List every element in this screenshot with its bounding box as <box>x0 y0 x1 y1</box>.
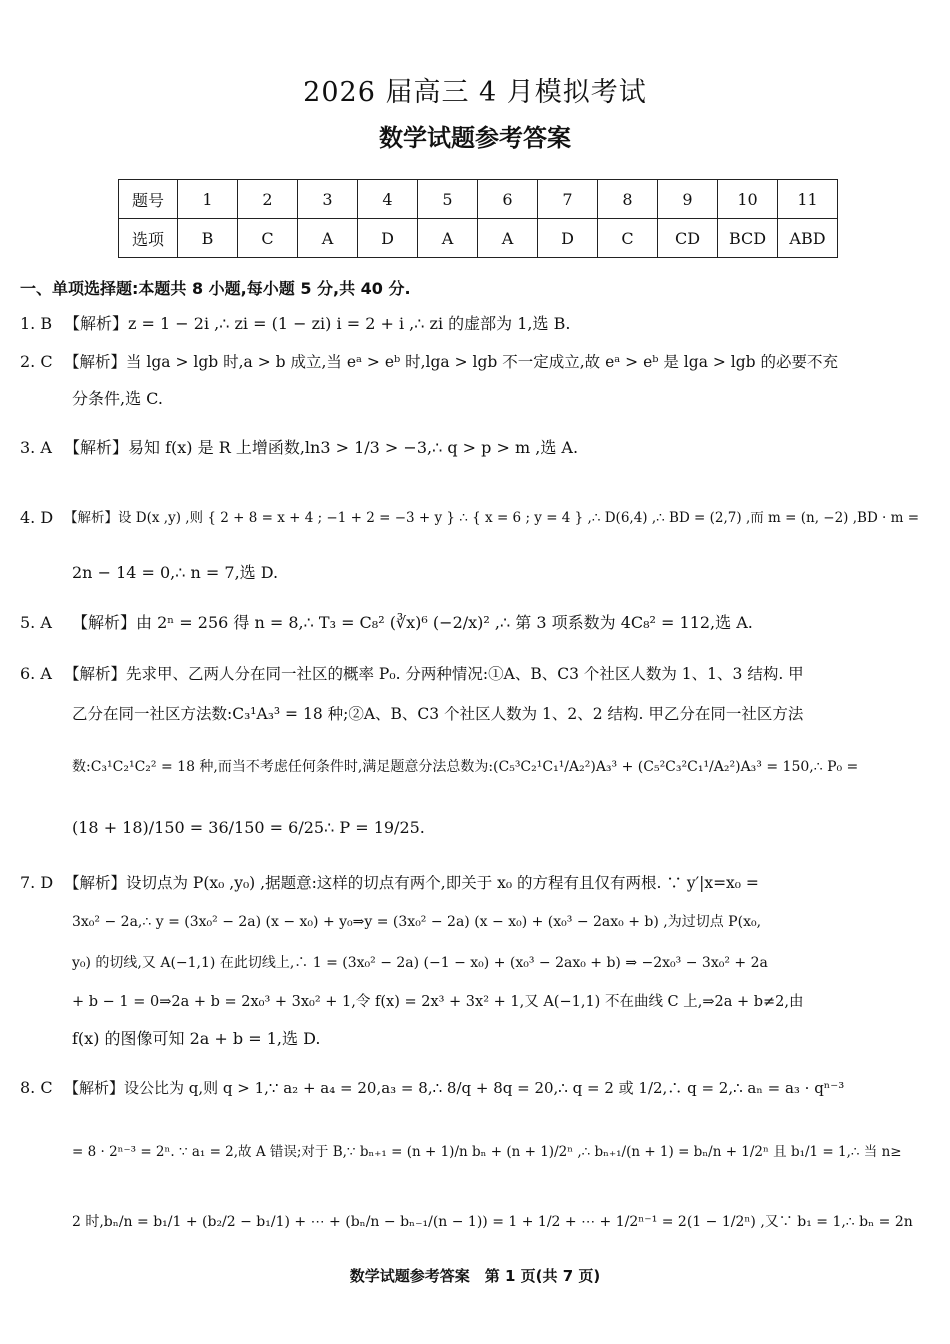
answer-cell: D <box>538 219 598 258</box>
solution-line: 2n − 14 = 0,∴ n = 7,选 D. <box>72 563 279 582</box>
solution-line: + b − 1 = 0⇒2a + b = 2x₀³ + 3x₀² + 1,令 f(x) = 2x³ + 3x² + 1,又 A(−1,1) 不在曲线 C 上,⇒2a + b≠2,由 <box>72 994 804 1010</box>
solution-number: 4. D <box>20 508 54 527</box>
solution-number: 1. B <box>20 314 53 333</box>
answer-table-option-row <box>119 219 838 258</box>
solution-line: (18 + 18)/150 = 36/150 = 6/25∴ P = 19/25. <box>72 818 425 837</box>
answer-cell: C <box>238 219 298 258</box>
answer-cell: CD <box>658 219 718 258</box>
row-label-option: 选项 <box>119 219 178 258</box>
solution-line: 【解析】易知 f(x) 是 R 上增函数,ln3 > 1/3 > −3,∴ q > p > m ,选 A. <box>64 438 579 457</box>
question-number: 10 <box>718 180 778 219</box>
answer-cell: C <box>598 219 658 258</box>
solution-line: 【解析】z = 1 − 2i ,∴ zi = (1 − zi) i = 2 + i ,∴ zi 的虚部为 1,选 B. <box>64 314 571 333</box>
solution-number: 7. D <box>20 873 54 892</box>
solution-number: 8. C <box>20 1078 53 1097</box>
question-number: 7 <box>538 180 598 219</box>
solution-line: 2 时,bₙ/n = b₁/1 + (b₂/2 − b₁/1) + ⋯ + (bₙ/n − bₙ₋₁/(n − 1)) = 1 + 1/2 + ⋯ + 1/2ⁿ⁻¹ = 2(1 − 1/2ⁿ) ,又∵ b₁ = 1,∴ bₙ = 2n <box>72 1214 913 1230</box>
question-number: 8 <box>598 180 658 219</box>
answer-cell: A <box>418 219 478 258</box>
question-number: 11 <box>778 180 838 219</box>
solution-line: 分条件,选 C. <box>72 389 163 408</box>
solution-line: 【解析】当 lga > lgb 时,a > b 成立,当 eᵃ > eᵇ 时,lga > lgb 不一定成立,故 eᵃ > eᵇ 是 lga > lgb 的必要不充 <box>64 353 839 371</box>
page-title: 2026 届高三 4 月模拟考试 <box>303 77 647 108</box>
solution-line: 【解析】由 2ⁿ = 256 得 n = 8,∴ T₃ = C₈² (∛x)⁶ (−2/x)² ,∴ 第 3 项系数为 4C₈² = 112,选 A. <box>72 613 753 632</box>
solution-number: 6. A <box>20 664 52 683</box>
solution-line: f(x) 的图像可知 2a + b = 1,选 D. <box>72 1029 321 1048</box>
answer-cell: D <box>358 219 418 258</box>
answer-cell: ABD <box>778 219 838 258</box>
page-footer: 数学试题参考答案 第 1 页(共 7 页) <box>349 1267 601 1285</box>
question-number: 3 <box>298 180 358 219</box>
solution-number: 3. A <box>20 438 52 457</box>
section-heading: 一、单项选择题:本题共 8 小题,每小题 5 分,共 40 分. <box>20 279 411 298</box>
answer-cell: A <box>478 219 538 258</box>
answer-cell: A <box>298 219 358 258</box>
solution-number: 2. C <box>20 352 53 371</box>
answer-cell: B <box>178 219 238 258</box>
row-label-number: 题号 <box>119 180 178 219</box>
solution-line: y₀) 的切线,又 A(−1,1) 在此切线上,∴ 1 = (3x₀² − 2a) (−1 − x₀) + (x₀³ − 2ax₀ + b) ⇒ −2x₀³ − 3x₀² + 2a <box>72 955 768 971</box>
solution-line: 【解析】先求甲、乙两人分在同一社区的概率 P₀. 分两种情况:①A、B、C3 个社区人数为 1、1、3 结构. 甲 <box>64 665 804 683</box>
question-number: 6 <box>478 180 538 219</box>
question-number: 4 <box>358 180 418 219</box>
solution-number: 5. A <box>20 613 52 632</box>
solution-line: 数:C₃¹C₂¹C₂² = 18 种,而当不考虑任何条件时,满足题意分法总数为:(C₅³C₂¹C₁¹/A₂²)A₃³ + (C₅²C₃²C₁¹/A₂²)A₃³ = 150,∴ P₀ = <box>72 759 859 775</box>
answer-table <box>118 179 838 258</box>
solution-line: 3x₀² − 2a,∴ y = (3x₀² − 2a) (x − x₀) + y₀⇒y = (3x₀² − 2a) (x − x₀) + (x₀³ − 2ax₀ + b) ,为过切点 P(x₀, <box>72 914 762 930</box>
solution-line: 【解析】设公比为 q,则 q > 1,∵ a₂ + a₄ = 20,a₃ = 8,∴ 8/q + 8q = 20,∴ q = 2 或 1/2,∴ q = 2,∴ aₙ = a₃ · qⁿ⁻³ <box>64 1079 845 1097</box>
question-number: 5 <box>418 180 478 219</box>
question-number: 1 <box>178 180 238 219</box>
answer-cell: BCD <box>718 219 778 258</box>
question-number: 9 <box>658 180 718 219</box>
solution-line: = 8 · 2ⁿ⁻³ = 2ⁿ. ∵ a₁ = 2,故 A 错误;对于 B,∵ bₙ₊₁ = (n + 1)/n bₙ + (n + 1)/2ⁿ ,∴ bₙ₊₁/(n + 1) = bₙ/n + 1/2ⁿ 且 b₁/1 = 1,∴ 当 n≥ <box>72 1144 902 1160</box>
solution-line: 【解析】设切点为 P(x₀ ,y₀) ,据题意:这样的切点有两个,即关于 x₀ 的方程有且仅有两根. ∵ y′|x=x₀ = <box>64 874 759 892</box>
question-number: 2 <box>238 180 298 219</box>
page-subtitle: 数学试题参考答案 <box>379 124 571 152</box>
solution-line: 乙分在同一社区方法数:C₃¹A₃³ = 18 种;②A、B、C3 个社区人数为 1、2、2 结构. 甲乙分在同一社区方法 <box>72 705 804 723</box>
solution-line: 【解析】设 D(x ,y) ,则 { 2 + 8 = x + 4 ; −1 + 2 = −3 + y } ∴ { x = 6 ; y = 4 } ,∴ D(6,4) ,∴ BD = (2,7) ,而 m = (n, −2) ,BD · m = <box>64 510 920 526</box>
answer-table-number-row <box>119 180 838 219</box>
